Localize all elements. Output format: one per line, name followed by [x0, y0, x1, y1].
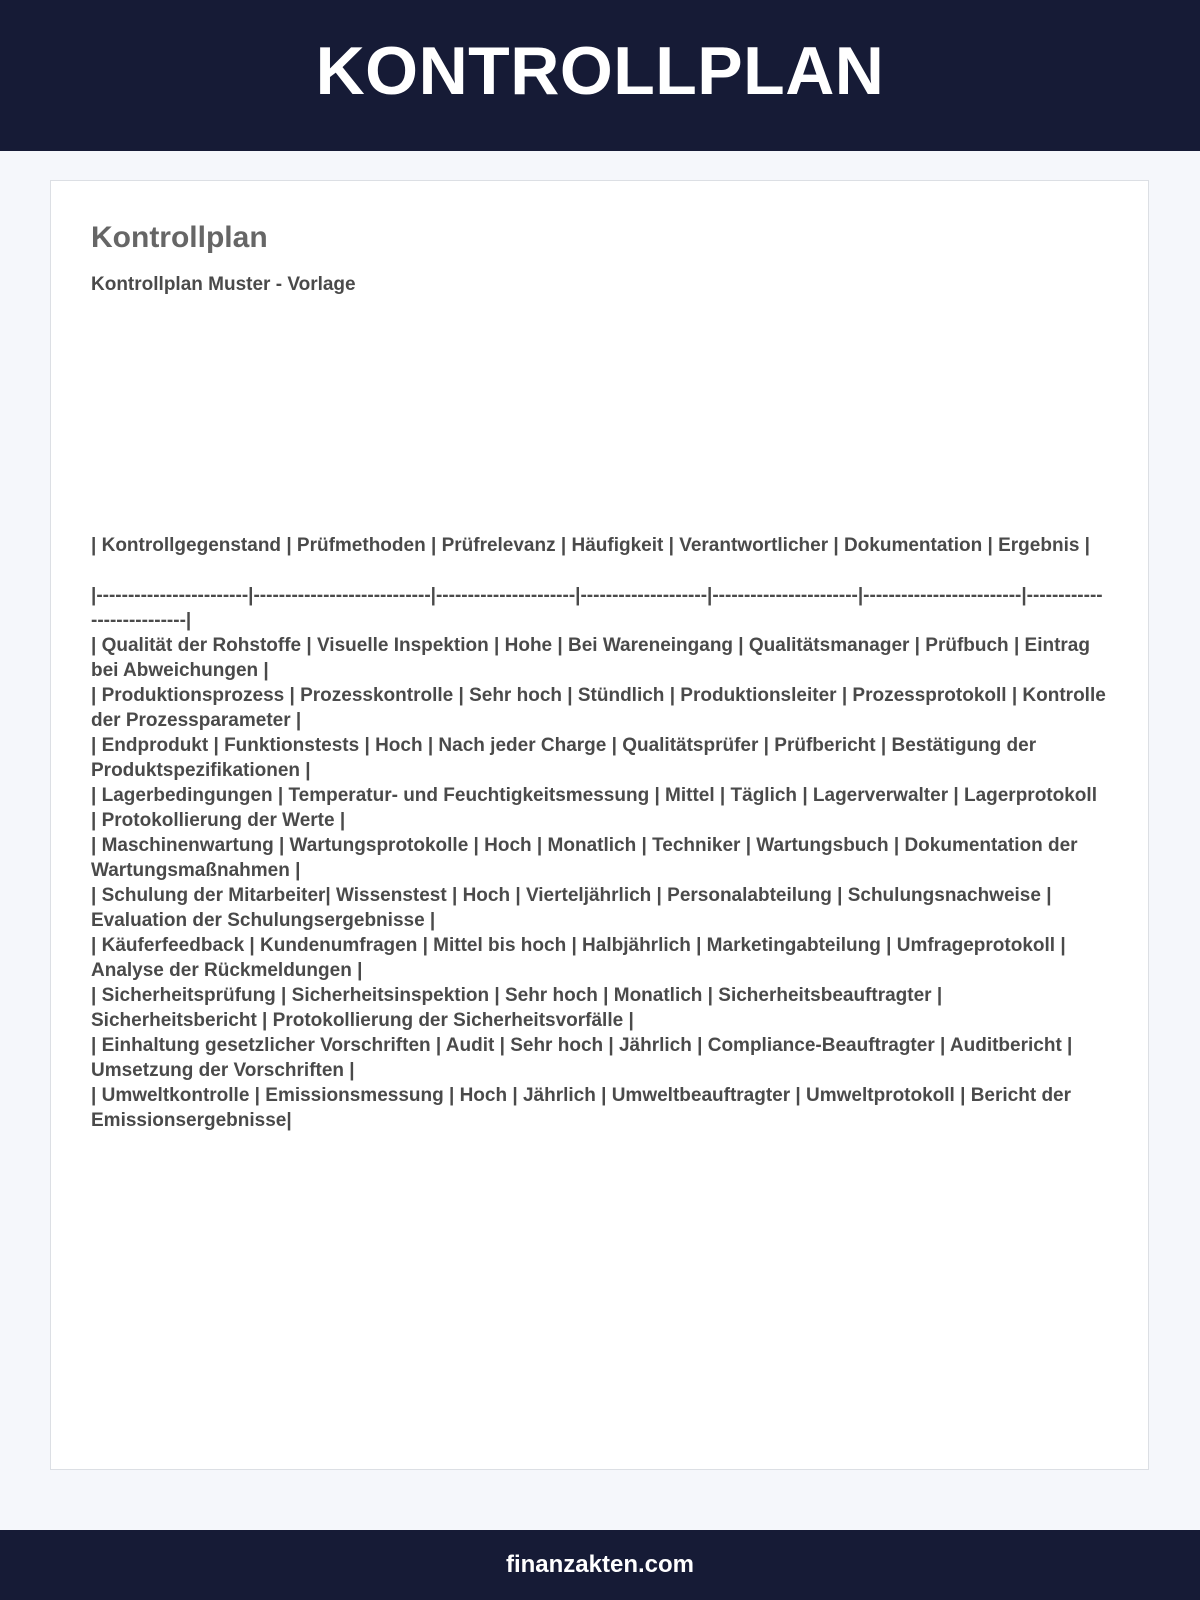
table-row: | Einhaltung gesetzlicher Vorschriften | Audit | Sehr hoch | Jährlich | Compliance-Beauftragter | Auditbericht | Umsetzung der Vorschriften | [91, 1035, 1073, 1081]
table-row: | Produktionsprozess | Prozesskontrolle | Sehr hoch | Stündlich | Produktionsleiter | Prozessprotokoll | Kontrolle der Prozessparameter | [91, 685, 1106, 731]
footer-bar [0, 1530, 1200, 1600]
control-plan-table [91, 533, 1106, 1133]
table-row: | Käuferfeedback | Kundenumfragen | Mittel bis hoch | Halbjährlich | Marketingabteilung | Umfrageprotokoll | Analyse der Rückmeldungen | [91, 935, 1066, 981]
document-subtitle: Kontrollplan Muster - Vorlage [91, 274, 356, 295]
table-header-row: | Kontrollgegenstand | Prüfmethoden | Prüfrelevanz | Häufigkeit | Verantwortlicher | Dokumentation | Ergebnis | [91, 535, 1091, 556]
table-row: | Maschinenwartung | Wartungsprotokolle | Hoch | Monatlich | Techniker | Wartungsbuch | Dokumentation der Wartungsmaßnahmen | [91, 835, 1078, 881]
header-banner [0, 0, 1200, 151]
table-row: | Sicherheitsprüfung | Sicherheitsinspektion | Sehr hoch | Monatlich | Sicherheitsbeauftragter | Sicherheitsbericht | Protokollierung der Sicherheitsvorfälle | [91, 985, 943, 1031]
document-card [50, 180, 1149, 1470]
table-row: | Schulung der Mitarbeiter| Wissenstest | Hoch | Vierteljährlich | Personalabteilung | Schulungsnachweise | Evaluation der Schulungsergebnisse | [91, 885, 1052, 931]
document-title: Kontrollplan [91, 221, 268, 254]
table-row: | Qualität der Rohstoffe | Visuelle Inspektion | Hohe | Bei Wareneingang | Qualitätsmanager | Prüfbuch | Eintrag bei Abweichungen | [91, 635, 1090, 681]
footer-site-name: finanzakten.com [505, 1551, 695, 1578]
table-row: | Endprodukt | Funktionstests | Hoch | Nach jeder Charge | Qualitätsprüfer | Prüfbericht | Bestätigung der Produktspezifikationen | [91, 735, 1037, 781]
document-header [91, 221, 1101, 297]
table-row: | Lagerbedingungen | Temperatur- und Feuchtigkeitsmessung | Mittel | Täglich | Lagerverwalter | Lagerprotokoll | Protokollierung der Werte | [91, 785, 1097, 831]
table-separator-row: |------------------------|----------------------------|----------------------|--------------------|-----------------------|-------------------------|---------------------------| [91, 585, 1103, 631]
table-row: | Umweltkontrolle | Emissionsmessung | Hoch | Jährlich | Umweltbeauftragter | Umweltprotokoll | Bericht der Emissionsergebnisse| [91, 1085, 1072, 1131]
banner-title: KONTROLLPLAN [315, 32, 885, 109]
